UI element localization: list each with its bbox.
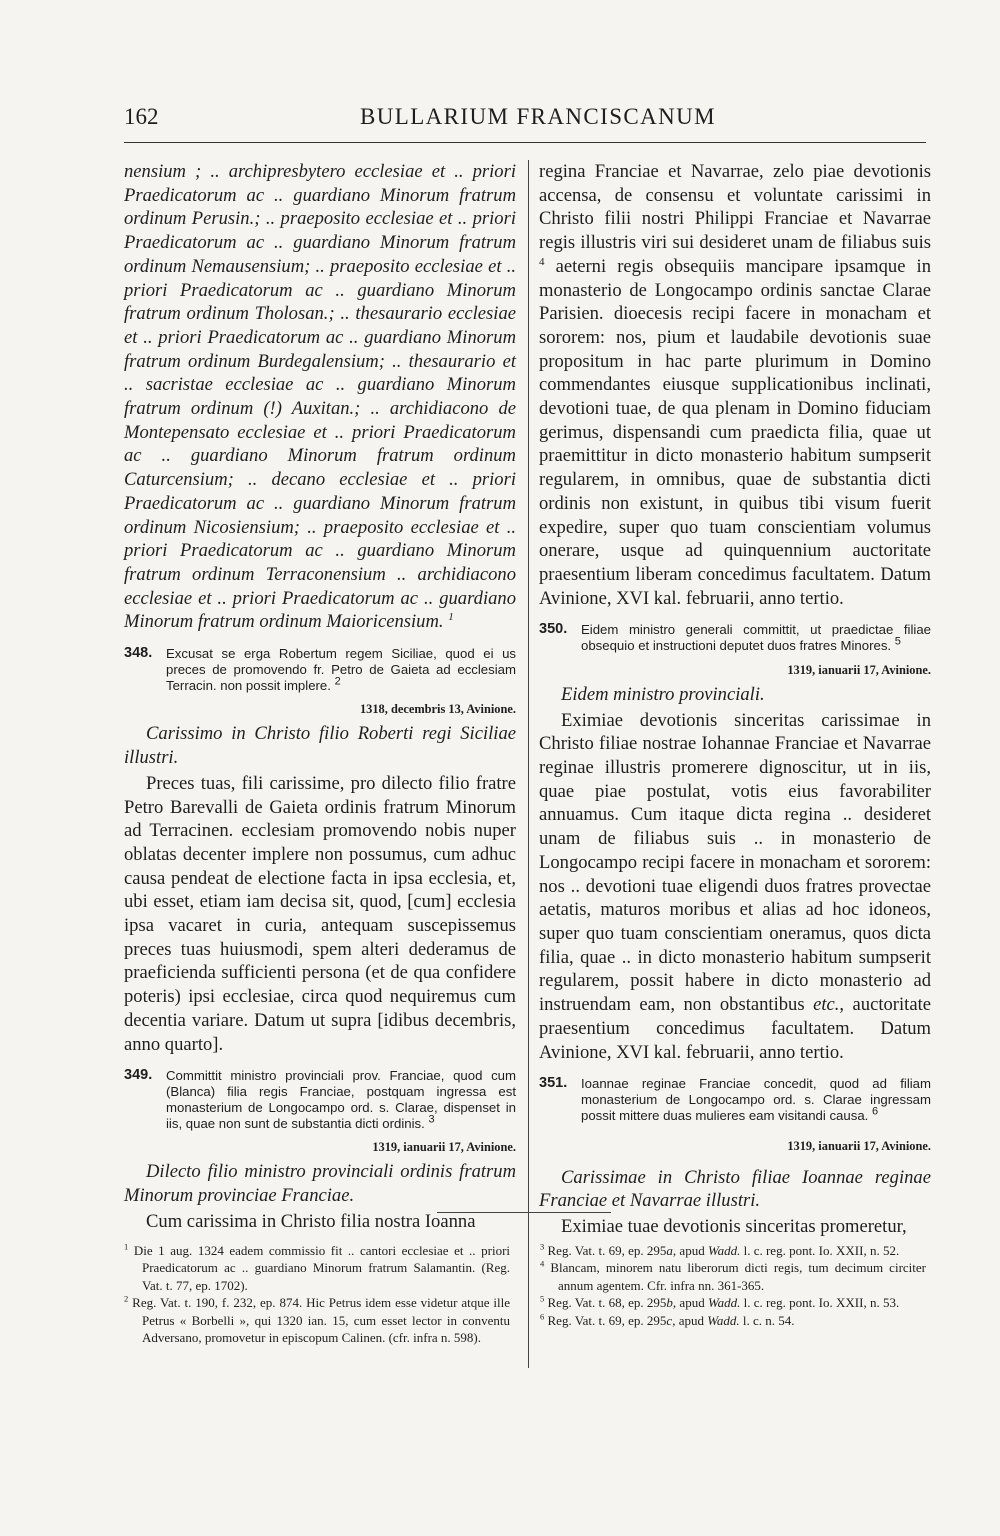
right-column <box>539 160 931 1239</box>
entry-number: 349. <box>124 1067 153 1084</box>
page-number: 162 <box>124 104 159 129</box>
letter-text: Eximiae devotionis sinceritas carissimae in Christo filiae nostrae Iohannae Franciae et Navarrae reginae illustris promerere dignoscitur, ut in iis, quae piae postulat, votis eius favorabiliter annuamus. Cum itaque dicta regina .. desideret unam de filiabus suis .. in monasterio de Longocampo recipi facere in monacham et sororem: nos .. devotioni tuae eligendi duos fratres provectae aetatis, maturos moribus et alias ad hoc idoneos, super quo tuam conscientiam oneramus, quos dicta filia, quae .. in dicto monasterio habitum sumpserit regularem, possit habere in dicto monasterio ad instruendam eam, non obstantibus etc., auctoritate praesentium concedimus facultatem. Datum Avinione, XVI kal. februarii, anno tertio. <box>539 709 931 1063</box>
regest-350 <box>539 622 931 654</box>
footnote-rule <box>437 1212 611 1213</box>
entry-summary: Committit ministro provinciali prov. Franciae, quod cum (Blanca) filia regis Franciae, postquam ingressa est monasterium de Longocampo ord. s. Clarae, dispenset in iis, quae non sunt de substantia dicti ordinis. $^3$ <box>166 1068 516 1131</box>
footnote: $^6$ Reg. Vat. t. 69, ep. 295c, apud Wadd. l. c. n. 54. <box>540 1311 795 1328</box>
entry-date: 1319, ianuarii 17, Avinione. <box>372 1140 516 1155</box>
entry-number: 351. <box>539 1075 568 1092</box>
footnotes-right <box>540 1242 926 1329</box>
entry-summary: Excusat se erga Robertum regem Siciliae, quod ei us preces de promovendo fr. Petro de Gaieta ad ecclesiam Terracin. non possit implere. $^2$ <box>166 646 516 693</box>
letter-address: Carissimo in Christo filio Roberti regi Siciliae illustri. <box>124 723 516 769</box>
regest-349 <box>124 1068 516 1131</box>
running-title: BULLARIUM FRANCISCANUM <box>360 104 717 129</box>
footnote: $^4$ Blancam, minorem natu liberorum dicti regis, tum decimum circiter annum agentem. Cfr. infra nn. 361-365. <box>540 1259 926 1293</box>
footnote-ref: 2 <box>334 675 341 688</box>
footnote: $^1$ Die 1 aug. 1324 eadem commissio fit .. cantori ecclesiae et .. priori Praedicatorum ac .. guardiano Minorum fratrum Salamantin. (Reg. Vat. t. 77, ep. 1702). <box>124 1241 511 1293</box>
letter-text: Cum carissima in Christo filia nostra Ioanna <box>146 1210 476 1232</box>
footnote: $^3$ Reg. Vat. t. 69, ep. 295a, apud Wadd. l. c. reg. pont. Io. XXII, n. 52. <box>540 1241 900 1258</box>
entry-date: 1319, ianuarii 17, Avinione. <box>787 662 931 677</box>
footnotes-left <box>124 1242 510 1346</box>
left-column <box>124 160 516 1234</box>
entry-date: 1319, ianuarii 17, Avinione. <box>787 1138 931 1153</box>
entry-summary: Eidem ministro generali committit, ut praedictae filiae obsequio et instructioni deputet duos fratres Minores. $^5$ <box>581 622 931 654</box>
column-divider <box>528 160 529 1368</box>
letter-text: Preces tuas, fili carissime, pro dilecto filio fratre Petro Barevalli de Gaieta ordinis fratrum Minorum ad Terracinen. ecclesiam promovendo nobis nuper oblatas decenter implere non possumus, cum adhuc causa pendeat de electione facta in ipsa ecclesia, et, ubi esset, etiam iam decisa sit, quod, [cum] ecclesia ipsa vacaret in curia, antequam suscepissemus preces tuas huiusmodi, spem alteri dederamus de praeficienda sufficienti persona (et de qua confidere poteris) ipsi ecclesiae, circa quod nequiremus cum decentia variare. Datum ut supra [idibus decembris, anno quarto]. <box>124 772 516 1055</box>
entry-number: 350. <box>539 621 568 638</box>
footnote-ref: 1 <box>448 611 454 624</box>
entry-number: 348. <box>124 645 153 662</box>
page-header <box>124 104 926 140</box>
footnote-ref: 5 <box>894 635 901 648</box>
entry-date: 1318, decembris 13, Avinione. <box>359 702 516 717</box>
letter-text-continued: regina Franciae et Navarrae, zelo piae devotionis accensa, de consensu et voluntate carissimi in Christo filii nostri Philippi Franciae et Navarrae regis illustris viri sui desideret unam de filiabus suis $^4$ aeterni regis obsequiis mancipare ipsamque in monasterio de Longocampo ordinis sanctae Clarae Parisien. dioecesis recipi facere in monacham et sororem: nos, pium et laudabile devotionis suae propositum in hac parte plurimum in Domino commendantes eiusque supplicationibus inclinati, devotioni tuae, de qua plenam in Domino fiduciam gerimus, dispensandi cum praedicta filia, quae ut praemittitur in dicto monasterio habitum sumpserit regularem, in omnibus, quae de substantia dicti ordinis non existunt, in quibus tibi visum fuerit expedire, super quo tuam conscientiam volumus onerare, usque ad quinquennium auctoritate praesentium liberam concedimus facultatem. Datum Avinione, XVI kal. februarii, anno tertio. <box>539 161 931 609</box>
footnote-ref: 6 <box>872 1105 879 1118</box>
letter-address: Eidem ministro provinciali. <box>561 683 765 705</box>
header-rule <box>124 142 926 143</box>
letter-address: Carissimae in Christo filiae Ioannae reginae Franciae et Navarrae illustri. <box>539 1166 931 1212</box>
footnote: $^2$ Reg. Vat. t. 190, f. 232, ep. 874. Hic Petrus idem esse videtur atque ille Petrus « Borbelli », qui 1320 ian. 15, cum esset lector in conventu Adversano, promovetur in episcopum Calinen. (cfr. infra n. 598). <box>124 1293 511 1346</box>
footnote: $^5$ Reg. Vat. t. 68, ep. 295b, apud Wadd. l. c. reg. pont. Io. XXII, n. 53. <box>540 1293 900 1311</box>
entry-summary: Ioannae reginae Franciae concedit, quod ad filiam monasterium de Longocampo ord. s. Clarae ingressam possit mittere duas mulieres eam visitandi causa. $^6$ <box>581 1076 931 1123</box>
footnote-ref: 4 <box>539 255 545 268</box>
letter-address: Dilecto filio ministro provinciali ordinis fratrum Minorum provinciae Franciae. <box>124 1161 516 1207</box>
regest-348 <box>124 646 516 693</box>
footnote-ref: 3 <box>428 1113 435 1126</box>
address-list: nensium ; .. archipresbytero ecclesiae et .. priori Praedicatorum ac .. guardiano Minorum fratrum ordinum Perusin.; .. praeposito ecclesiae et .. priori Praedicatorum ac .. guardiano Minorum fratrum ordinum Nemausensium; .. praeposito ecclesiae et .. priori Praedicatorum ac .. guardiano Minorum fratrum ordinum Tholosan.; .. thesaurario ecclesiae et .. priori Praedicatorum ac .. guardiano Minorum fratrum ordinum Burdegalensium; .. thesaurario et .. sacristae ecclesiae ac .. guardiano Minorum fratrum ordinum (!) Auxitan.; .. archidiacono de Montepensato ecclesiae et .. priori Praedicatorum ac .. guardiano Minorum fratrum ordinum Caturcensium; .. decano ecclesiae et .. priori Praedicatorum ac .. guardiano Minorum fratrum ordinum Nicosiensium; .. praeposito ecclesiae et .. priori Praedicatorum ac .. guardiano Minorum fratrum ordinum Terraconensium .. archidiacono ecclesiae et .. priori Praedicatorum ac .. guardiano Minorum fratrum ordinum Maioricensium. $^1$ <box>124 161 516 633</box>
regest-351 <box>539 1076 931 1123</box>
letter-text: Eximiae tuae devotionis sinceritas promeretur, <box>561 1216 907 1237</box>
